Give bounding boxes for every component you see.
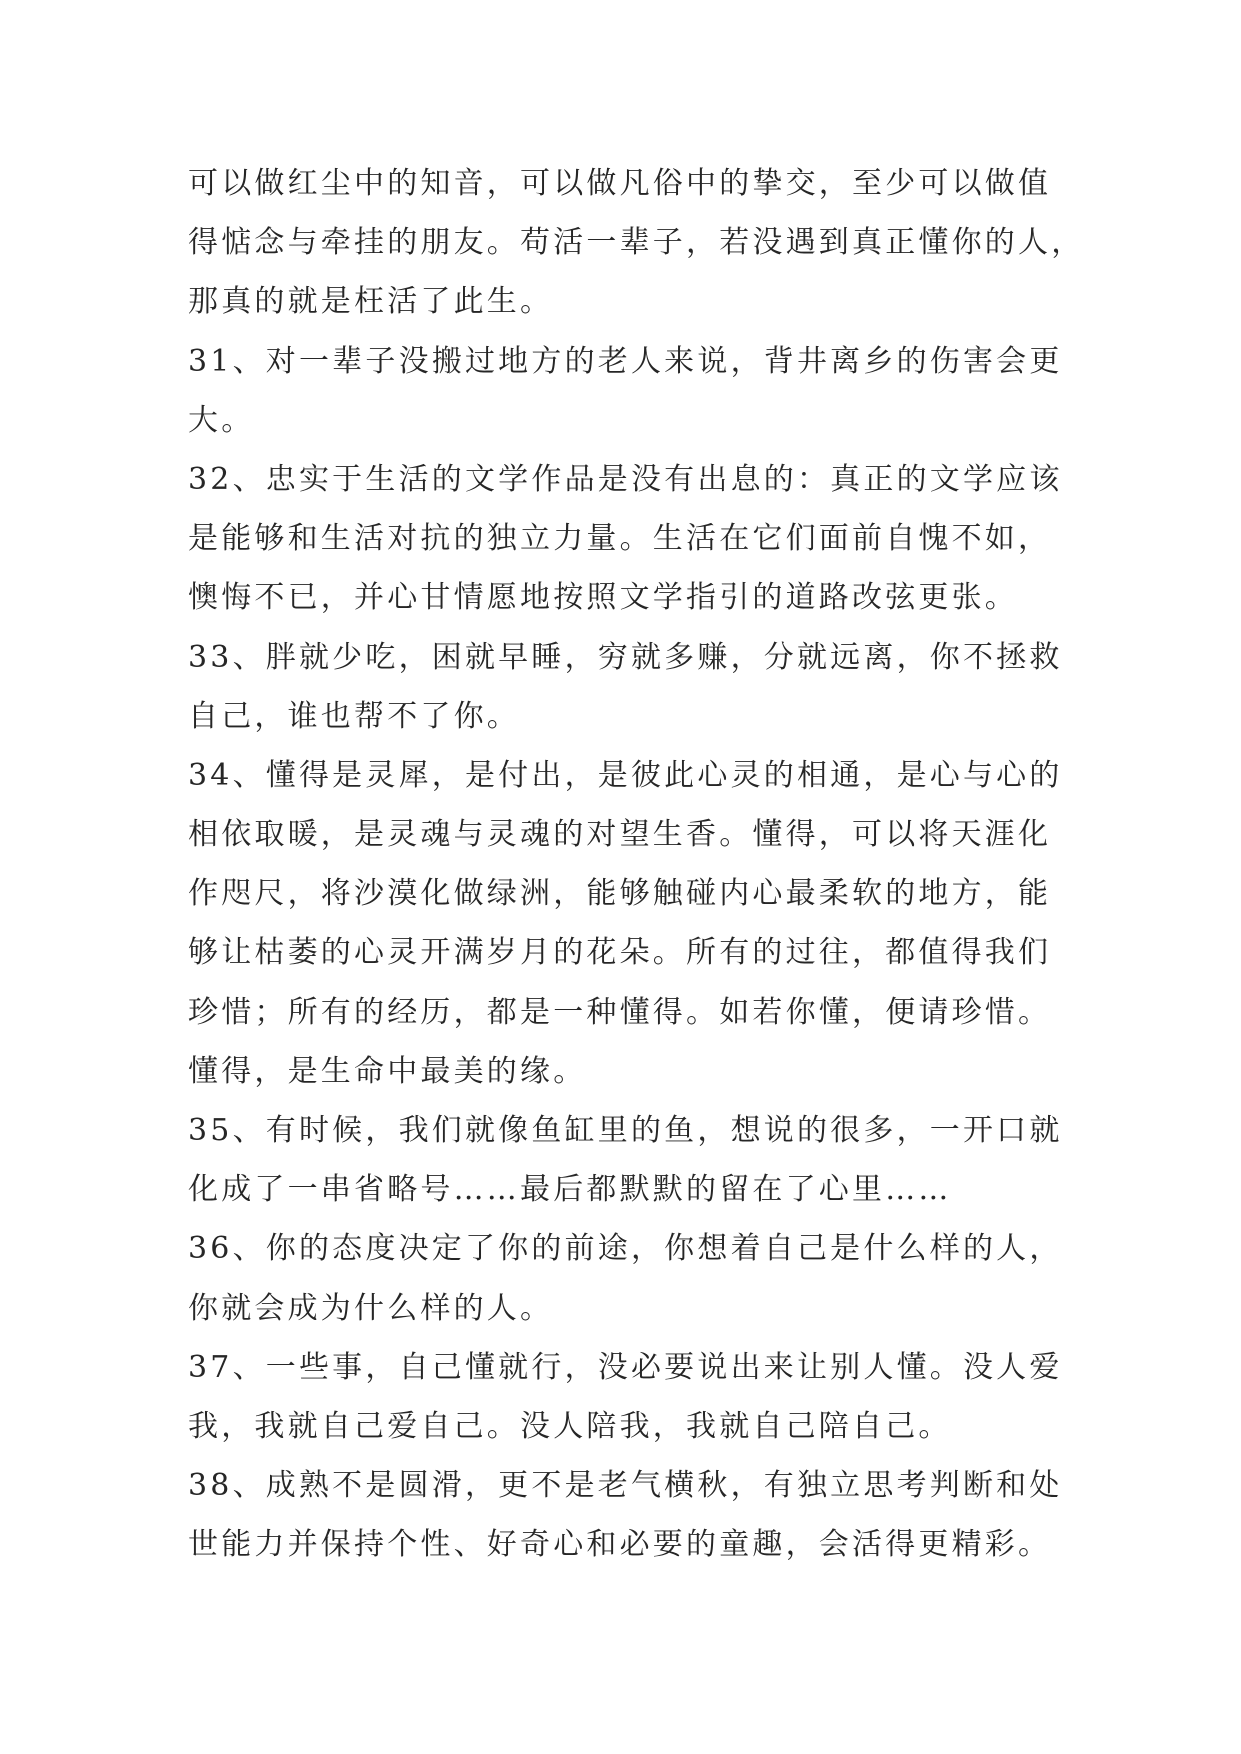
text-line: 那真的就是枉活了此生。 (188, 284, 554, 320)
text-line: 33、胖就少吃，困就早睡，穷就多赚，分就远离，你不拯救 (188, 639, 1063, 675)
text-line: 38、成熟不是圆滑，更不是老气横秋，有独立思考判断和处 (188, 1468, 1063, 1504)
text-line: 可以做红尘中的知音，可以做凡俗中的挚交，至少可以做值 (188, 166, 1052, 201)
text-line: 自己，谁也帮不了你。 (188, 698, 520, 734)
text-line: 大。 (188, 402, 255, 438)
text-line: 世能力并保持个性、好奇心和必要的童趣，会活得更精彩。 (188, 1527, 1052, 1563)
text-line: 是能够和生活对抗的独立力量。生活在它们面前自愧不如， (188, 521, 1052, 557)
text-line: 得惦念与牵挂的朋友。苟活一辈子，若没遇到真正懂你的人， (188, 225, 1085, 261)
text-line: 36、你的态度决定了你的前途，你想着自己是什么样的人， (188, 1231, 1063, 1267)
text-line: 懊悔不已，并心甘情愿地按照文学指引的道路改弦更张。 (188, 580, 1018, 616)
text-line: 32、忠实于生活的文学作品是没有出息的：真正的文学应该 (188, 461, 1063, 497)
text-line: 35、有时候，我们就像鱼缸里的鱼，想说的很多，一开口就 (188, 1113, 1063, 1148)
text-line: 懂得，是生命中最美的缘。 (188, 1053, 587, 1089)
text-line: 34、懂得是灵犀，是付出，是彼此心灵的相通，是心与心的 (188, 757, 1063, 793)
document-body (188, 154, 1088, 1575)
text-line: 化成了一串省略号……最后都默默的留在了心里…… (188, 1172, 952, 1208)
text-line: 相依取暖，是灵魂与灵魂的对望生香。懂得，可以将天涯化 (188, 817, 1052, 853)
text-line: 31、对一辈子没搬过地方的老人来说，背井离乡的伤害会更 (188, 343, 1063, 379)
text-line: 珍惜；所有的经历，都是一种懂得。如若你懂，便请珍惜。 (188, 994, 1052, 1030)
text-line: 你就会成为什么样的人。 (188, 1290, 554, 1326)
text-line: 37、一些事，自己懂就行，没必要说出来让别人懂。没人爱 (188, 1349, 1063, 1385)
text-line: 够让枯萎的心灵开满岁月的花朵。所有的过往，都值得我们 (188, 935, 1052, 971)
text-line: 我，我就自己爱自己。没人陪我，我就自己陪自己。 (188, 1408, 952, 1444)
text-line: 作咫尺，将沙漠化做绿洲，能够触碰内心最柔软的地方，能 (188, 876, 1052, 912)
